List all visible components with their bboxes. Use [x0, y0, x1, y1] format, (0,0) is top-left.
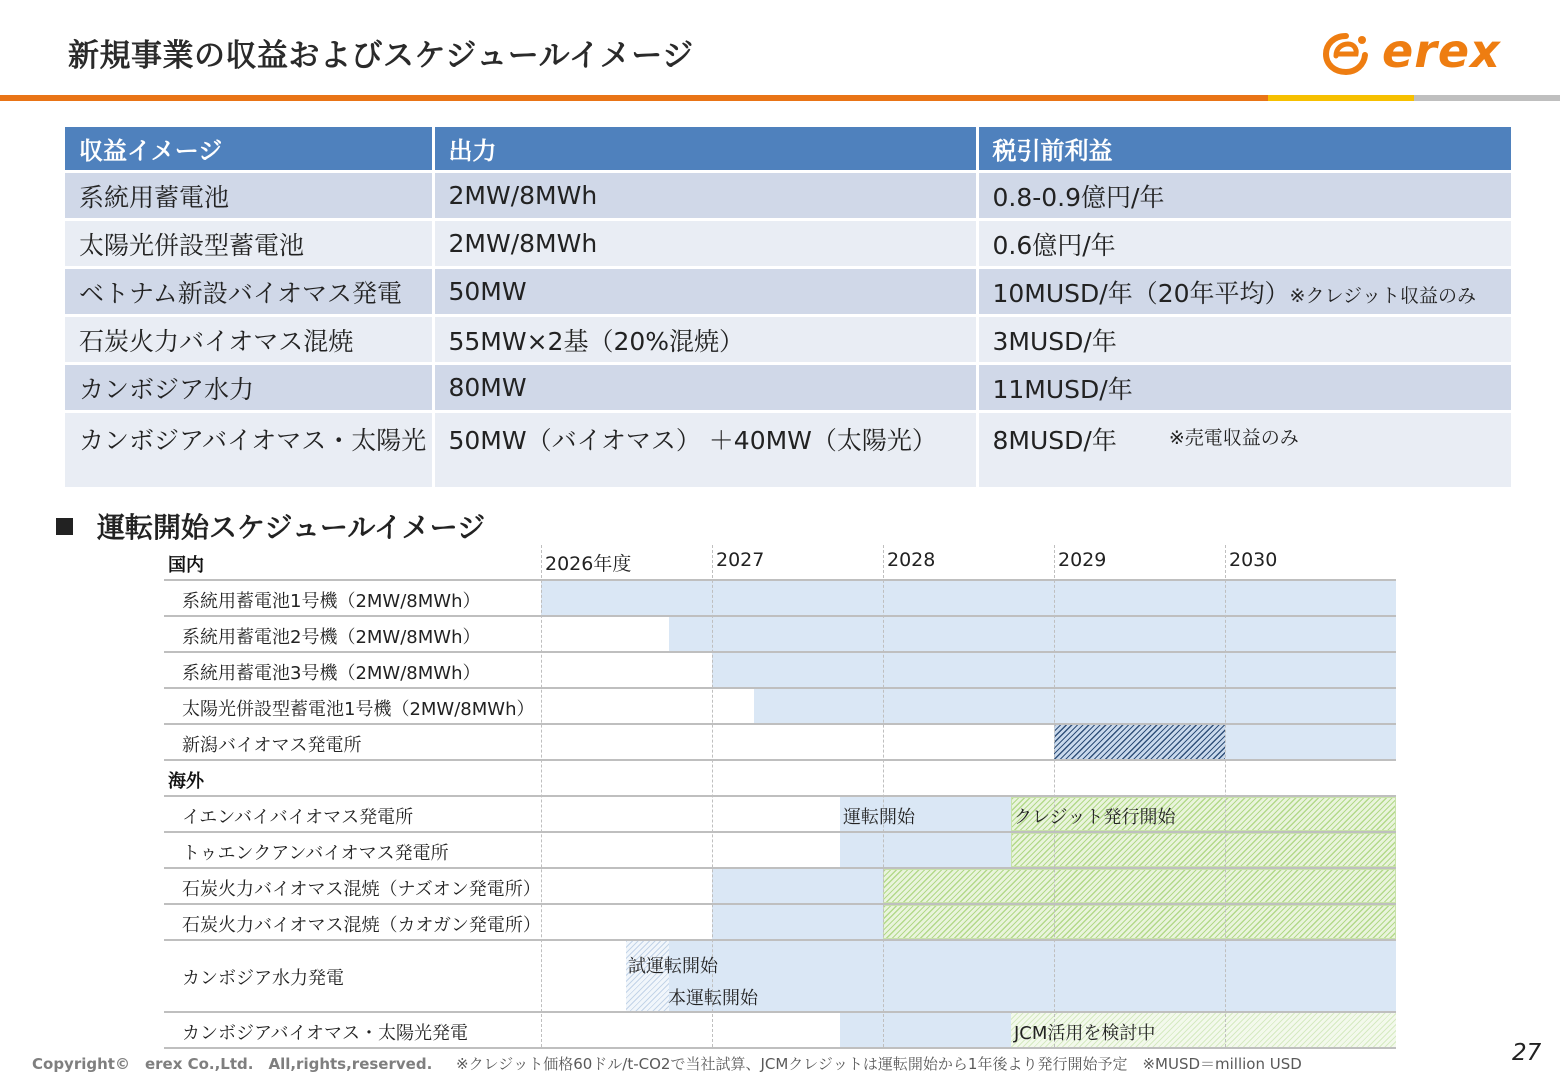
year-label: 2028 [887, 549, 936, 571]
row-profit-note: ※売電収益のみ [1168, 427, 1299, 449]
row-separator [164, 867, 1396, 869]
bar-nazon-credit [883, 869, 1396, 903]
row-separator [164, 615, 1396, 617]
footer-note: ※クレジット価格60ドル/t-CO2で当社試算、JCMクレジットは運転開始から1年後より発行開始予定 ※MUSD＝million USD [456, 1055, 1302, 1073]
row-separator [164, 1047, 1396, 1049]
row-separator [164, 723, 1396, 725]
row-separator [164, 795, 1396, 797]
row-profit: 10MUSD/年（20年平均） [992, 278, 1290, 308]
bar-niigata-operation [1225, 725, 1396, 759]
bar-biomass-solar-operation [840, 1013, 1011, 1047]
row-name: カンボジア水力 [65, 364, 433, 412]
table-row [65, 268, 1512, 316]
row-profit-cell [977, 412, 1512, 489]
schedule-heading-text: 運転開始スケジュールイメージ [97, 511, 486, 544]
table-row [65, 412, 1512, 489]
bar-battery1-operation [541, 581, 1396, 615]
row-profit-note: ※クレジット収益のみ [1289, 284, 1476, 307]
row-separator [164, 903, 1396, 905]
year-label: 2027 [716, 549, 765, 571]
revenue-table [65, 127, 1514, 490]
row-profit: 11MUSD/年 [977, 364, 1512, 412]
overseas-label: 海外 [168, 771, 204, 792]
row-output: 2MW/8MWh [433, 172, 977, 220]
row-name: カンボジアバイオマス・太陽光 [65, 412, 433, 489]
page-title: 新規事業の収益およびスケジュールイメージ [68, 38, 694, 74]
row-output: 50MW [433, 268, 977, 316]
gantt-row-label: 系統用蓄電池3号機（2MW/8MWh） [182, 663, 481, 684]
bar-nazon-operation [712, 869, 883, 903]
gantt-row-label: カンボジアバイオマス・太陽光発電 [182, 1023, 469, 1044]
row-output: 2MW/8MWh [433, 220, 977, 268]
gantt-row-label: トゥエンクアンバイオマス発電所 [182, 843, 449, 864]
copyright: Copyright© erex Co.,Ltd. All,rights,reserved. [32, 1055, 433, 1073]
square-bullet-icon [56, 518, 73, 535]
row-output: 50MW（バイオマス） ＋40MW（太陽光） [433, 412, 977, 489]
trial-start-label: 試運転開始 [628, 956, 718, 977]
bar-tuyenquang-credit [1011, 833, 1396, 867]
gantt-row-label: イエンバイバイオマス発電所 [182, 807, 414, 828]
title-rule-yellow [1268, 95, 1414, 101]
gantt-row-label: 系統用蓄電池1号機（2MW/8MWh） [182, 591, 481, 612]
gantt-row-label: 太陽光併設型蓄電池1号機（2MW/8MWh） [182, 699, 535, 720]
op-start-label: 運転開始 [843, 807, 915, 828]
bar-niigata-construction [1054, 725, 1225, 759]
year-label: 2030 [1229, 549, 1278, 571]
gantt-row-label: 石炭火力バイオマス混焼（ナズオン発電所） [182, 879, 541, 900]
schedule-heading [56, 506, 485, 546]
bar-hydro-operation [669, 941, 1396, 1011]
table-row [65, 172, 1512, 220]
row-separator [164, 1011, 1396, 1013]
row-name: 石炭火力バイオマス混焼 [65, 316, 433, 364]
row-output: 80MW [433, 364, 977, 412]
bar-kaogan-operation [712, 905, 883, 939]
table-row [65, 316, 1512, 364]
bar-solar-battery-operation [754, 689, 1396, 723]
gantt-row-label: 石炭火力バイオマス混焼（カオガン発電所） [182, 915, 541, 936]
header-output: 出力 [433, 127, 977, 172]
row-profit: 0.8-0.9億円/年 [977, 172, 1512, 220]
header-revenue-image: 収益イメージ [65, 127, 433, 172]
table-row [65, 220, 1512, 268]
row-profit: 0.6億円/年 [977, 220, 1512, 268]
domestic-label: 国内 [168, 555, 204, 576]
year-label: 2029 [1058, 549, 1107, 571]
jcm-label: JCM活用を検討中 [1014, 1023, 1156, 1044]
full-start-label: 本運転開始 [668, 988, 758, 1009]
revenue-table-header [65, 127, 1512, 172]
gantt-row-label: 新潟バイオマス発電所 [182, 735, 362, 756]
gantt-row-label: 系統用蓄電池2号機（2MW/8MWh） [182, 627, 481, 648]
gantt-row-label: カンボジア水力発電 [182, 968, 344, 989]
title-rule-orange [0, 95, 1268, 101]
title-rule-gray [1414, 95, 1560, 101]
year-label: 2026年度 [545, 553, 632, 575]
bar-battery2-operation [669, 617, 1396, 651]
credit-start-label: クレジット発行開始 [1014, 807, 1176, 828]
row-separator [164, 579, 1396, 581]
row-profit: 3MUSD/年 [977, 316, 1512, 364]
row-output: 55MW×2基（20%混焼） [433, 316, 977, 364]
row-separator [164, 939, 1396, 941]
row-name: 太陽光併設型蓄電池 [65, 220, 433, 268]
bar-kaogan-credit [883, 905, 1396, 939]
bar-tuyenquang-operation [840, 833, 1011, 867]
header-pretax-profit: 税引前利益 [977, 127, 1512, 172]
row-profit-cell [977, 268, 1512, 316]
row-separator [164, 759, 1396, 761]
logo-text: erex [1382, 24, 1501, 78]
row-separator [164, 687, 1396, 689]
row-profit: 8MUSD/年 [992, 426, 1117, 455]
row-name: ベトナム新設バイオマス発電 [65, 268, 433, 316]
row-separator [164, 651, 1396, 653]
row-name: 系統用蓄電池 [65, 172, 433, 220]
erex-swirl-icon [1322, 30, 1370, 76]
page-number: 27 [1512, 1040, 1542, 1066]
erex-logo [1322, 24, 1512, 78]
row-separator [164, 831, 1396, 833]
table-row [65, 364, 1512, 412]
